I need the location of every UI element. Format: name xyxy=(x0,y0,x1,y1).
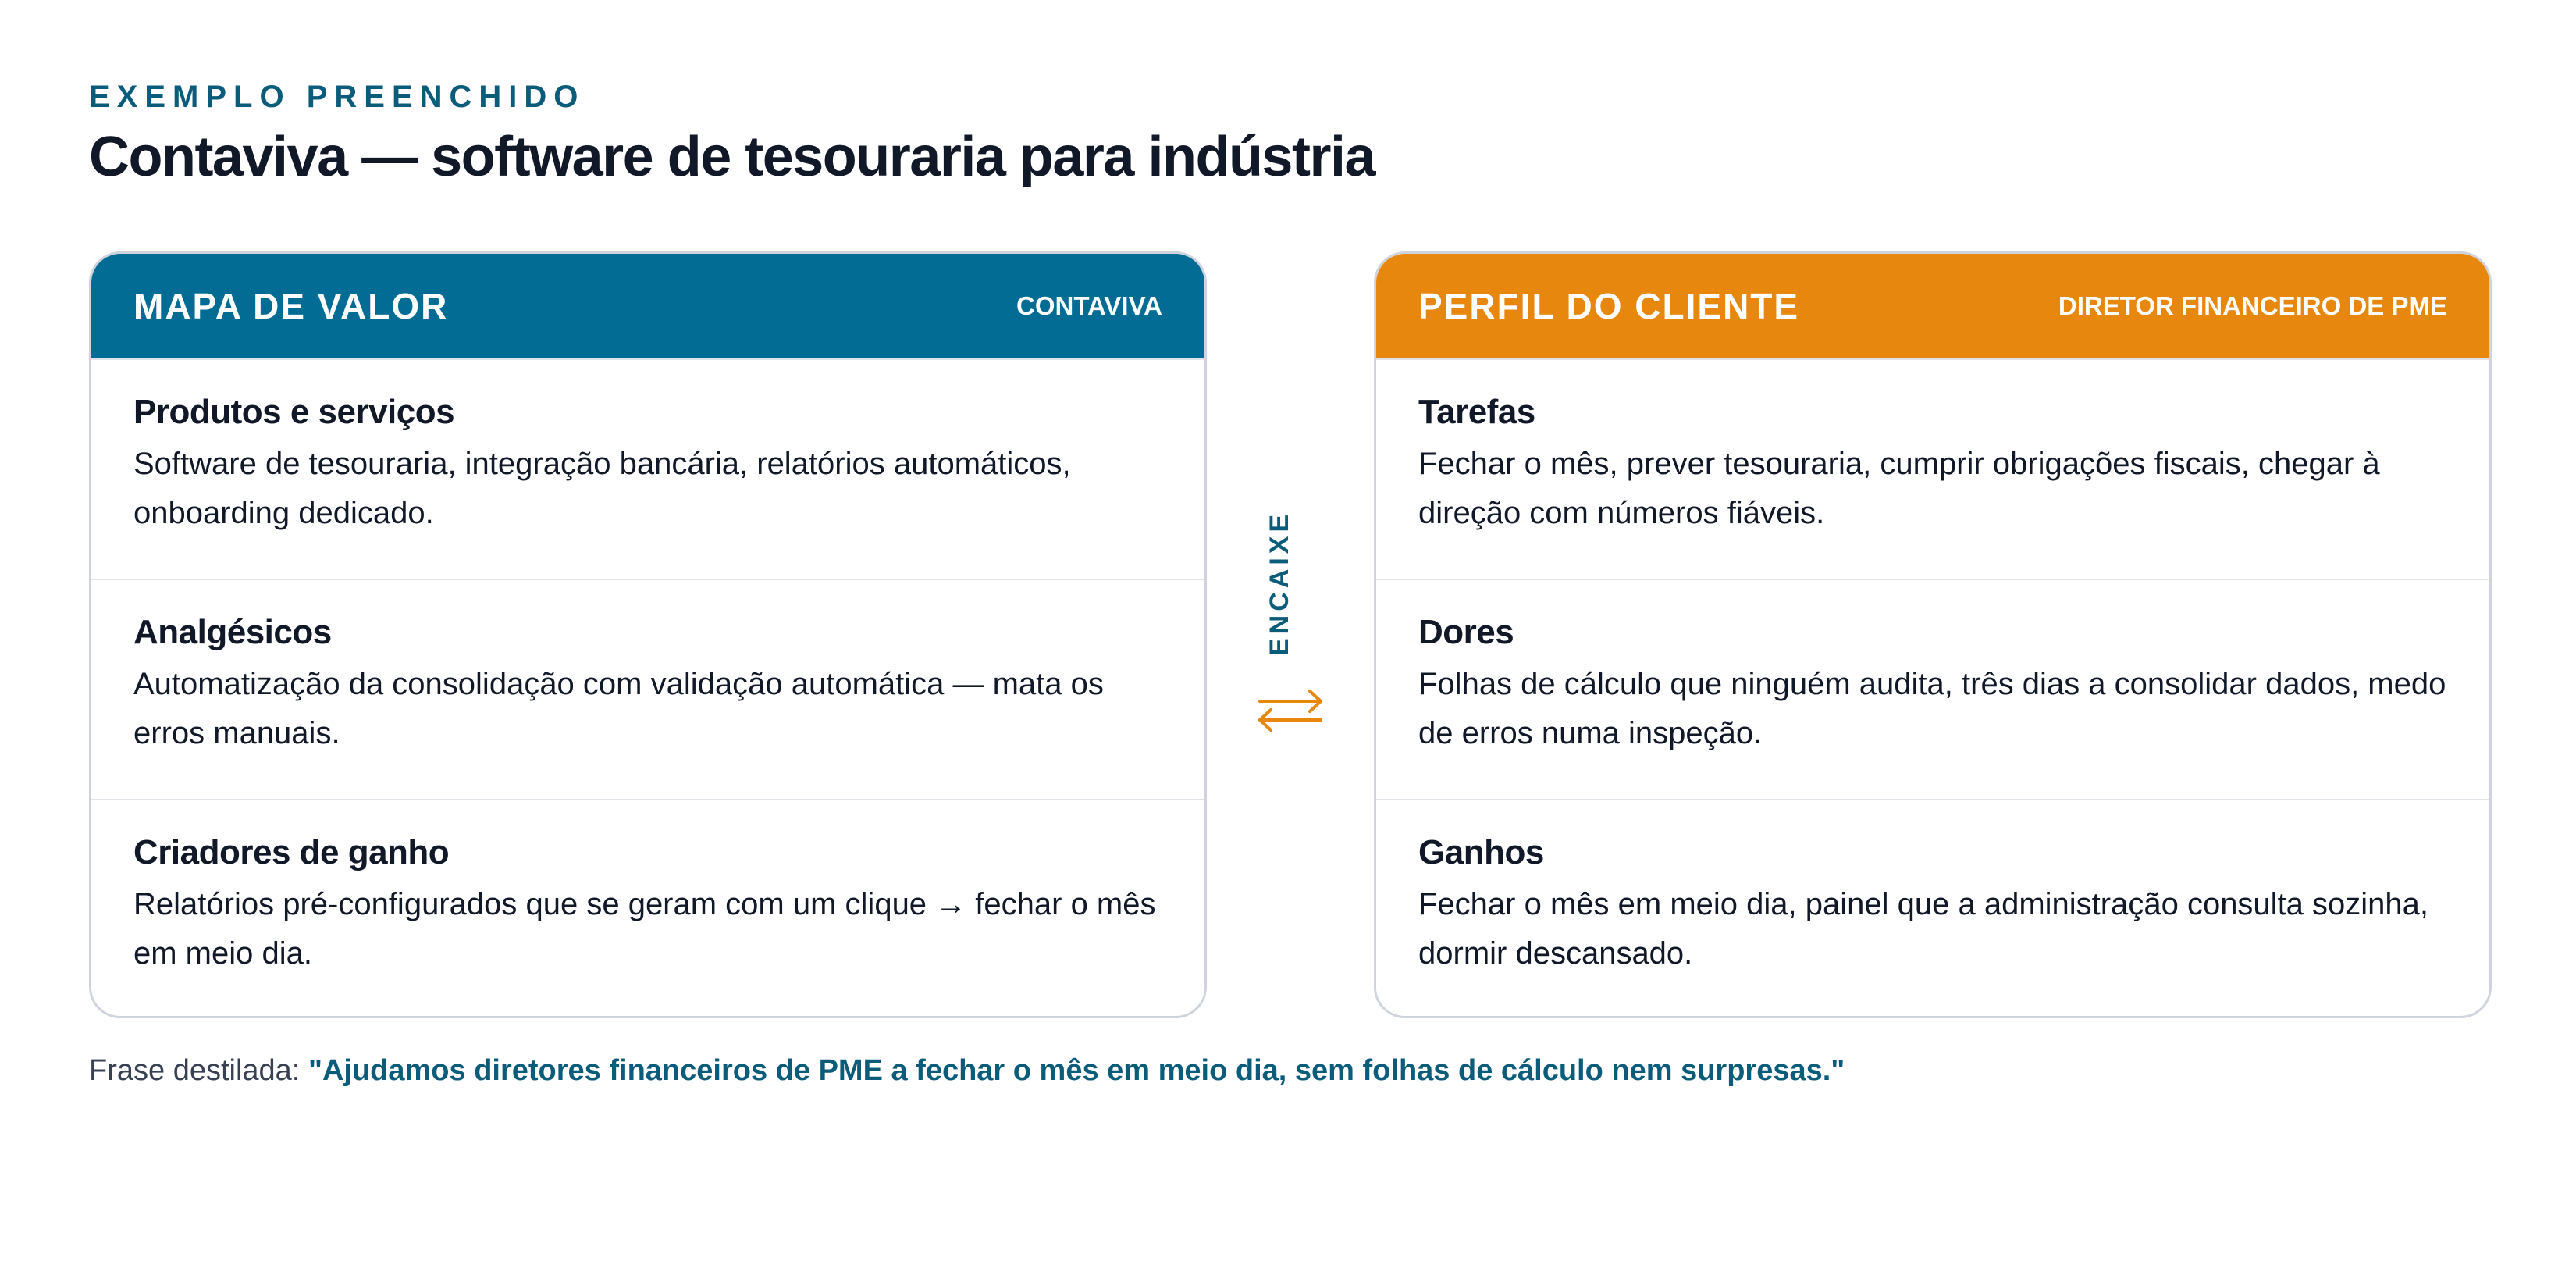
customer-profile-section-pains xyxy=(1376,579,2489,799)
page-title: Contaviva — software de tesouraria para indústria xyxy=(89,126,1375,188)
customer-profile-title: PERFIL DO CLIENTE xyxy=(1418,286,1800,326)
section-body: Fechar o mês em meio dia, painel que a administração consulta sozinha, dormir descansado. xyxy=(1418,887,2429,971)
fit-label: ENCAIXE xyxy=(1265,510,1294,656)
value-map-subtitle: CONTAVIVA xyxy=(1016,291,1162,320)
section-title: Ganhos xyxy=(1418,833,1544,871)
section-title: Dores xyxy=(1418,613,1514,651)
value-map-title: MAPA DE VALOR xyxy=(133,286,449,326)
customer-profile-card xyxy=(1374,251,2492,1018)
section-title: Tarefas xyxy=(1418,393,1535,431)
customer-profile-header xyxy=(1376,254,2489,358)
distilled-phrase-label: Frase destilada: xyxy=(89,1054,301,1087)
section-title: Criadores de ganho xyxy=(133,833,450,871)
swap-arrows-icon xyxy=(1255,687,1325,734)
section-title: Analgésicos xyxy=(133,613,332,651)
distilled-phrase-quote: "Ajudamos diretores financeiros de PME a fechar o mês em meio dia, sem folhas de cálculo nem surpresas." xyxy=(308,1054,1845,1087)
section-title: Produtos e serviços xyxy=(133,393,455,431)
value-map-card xyxy=(89,251,1207,1018)
value-map-section-products xyxy=(91,358,1204,579)
section-body: Folhas de cálculo que ninguém audita, três dias a consolidar dados, medo de erros numa inspeção. xyxy=(1418,667,2446,750)
customer-profile-subtitle: DIRETOR FINANCEIRO DE PME xyxy=(2058,291,2447,320)
section-body: Automatização da consolidação com validação automática — mata os erros manuais. xyxy=(133,667,1104,750)
section-body: Fechar o mês, prever tesouraria, cumprir obrigações fiscais, chegar à direção com números fiáveis. xyxy=(1418,447,2380,530)
value-map-header xyxy=(91,254,1204,358)
value-map-section-gain-creators xyxy=(91,799,1204,1018)
value-map-section-pain-relievers xyxy=(91,579,1204,799)
eyebrow: EXEMPLO PREENCHIDO xyxy=(89,80,585,114)
section-body: Software de tesouraria, integração bancária, relatórios automáticos, onboarding dedicado. xyxy=(133,447,1071,530)
customer-profile-section-jobs xyxy=(1376,358,2489,579)
distilled-phrase xyxy=(89,1054,1845,1088)
customer-profile-section-gains xyxy=(1376,799,2489,1018)
section-body: Relatórios pré-configurados que se geram com um clique → fechar o mês em meio dia. xyxy=(133,887,1156,971)
